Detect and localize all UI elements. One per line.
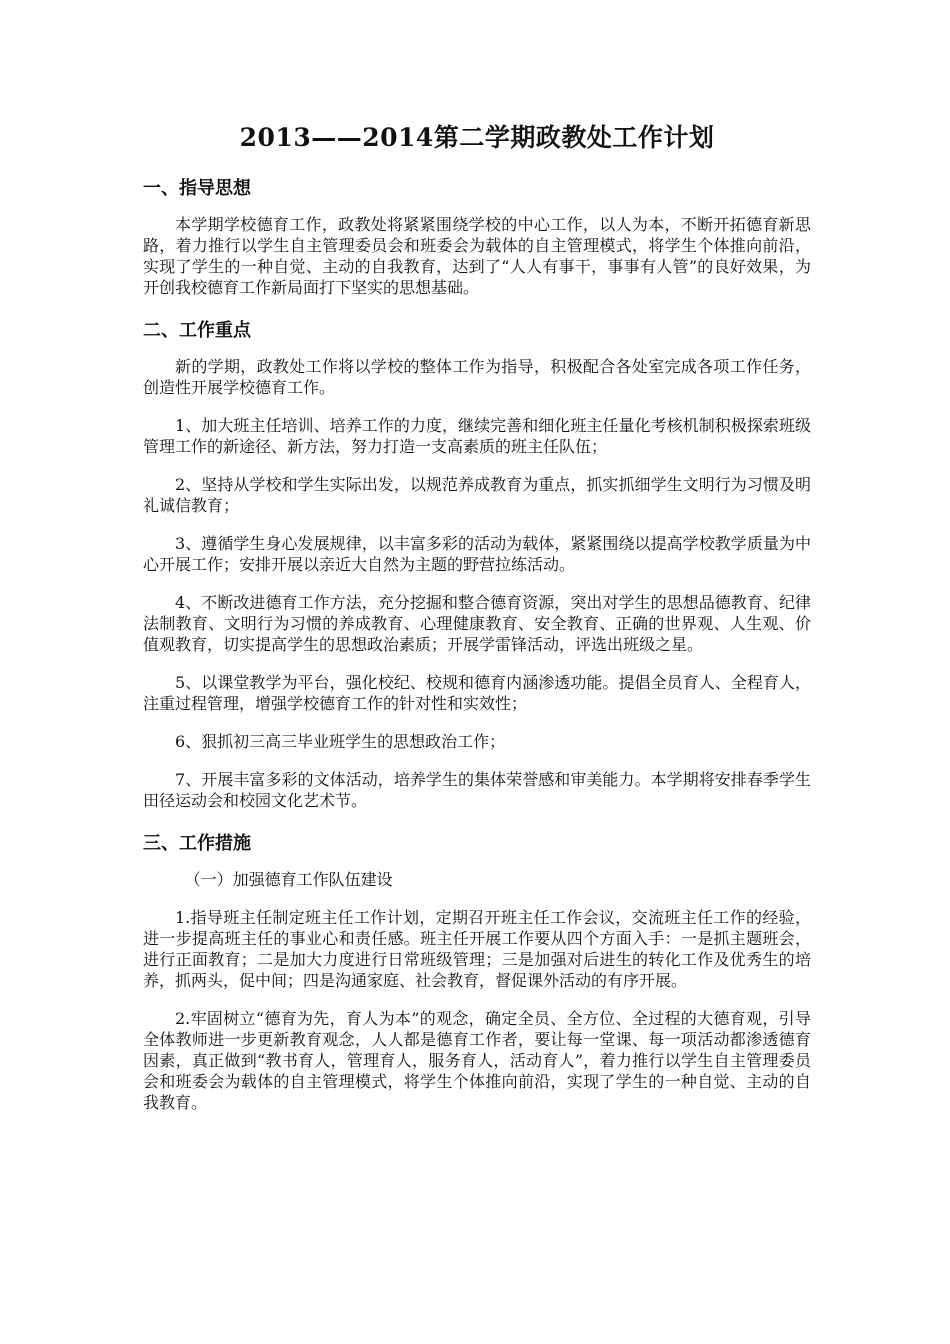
section-work-focus bbox=[143, 316, 811, 811]
paragraph: 新的学期，政教处工作将以学校的整体工作为指导，积极配合各处室完成各项工作任务，创造性开展学校德育工作。 bbox=[143, 357, 811, 397]
list-item: 3、遵循学生身心发展规律，以丰富多彩的活动为载体，紧紧围绕以提高学校教学质量为中心开展工作；安排开展以亲近大自然为主题的野营拉练活动。 bbox=[143, 534, 811, 574]
section-guiding-ideology bbox=[143, 174, 811, 298]
list-item: 2、坚持从学校和学生实际出发，以规范养成教育为重点，抓实抓细学生文明行为习惯及明礼诚信教育； bbox=[143, 475, 811, 515]
section-heading: 二、工作重点 bbox=[143, 320, 251, 341]
list-item: 7、开展丰富多彩的文体活动，培养学生的集体荣誉感和审美能力。本学期将安排春季学生田径运动会和校园文化艺术节。 bbox=[143, 770, 811, 810]
section-heading: 三、工作措施 bbox=[143, 833, 251, 854]
list-item: 5、以课堂教学为平台，强化校纪、校规和德育内涵渗透功能。提倡全员育人、全程育人，注重过程管理，增强学校德育工作的针对性和实效性； bbox=[143, 673, 811, 713]
list-item: 1.指导班主任制定班主任工作计划，定期召开班主任工作会议，交流班主任工作的经验，进一步提高班主任的事业心和责任感。班主任开展工作要从四个方面入手：一是抓主题班会，进行正面教育；二是加大力度进行日常班级管理；三是加强对后进生的转化工作及优秀生的培养，抓两头，促中间；四是沟通家庭、社会教育，督促课外活动的有序开展。 bbox=[143, 908, 811, 990]
section-work-measures bbox=[143, 829, 811, 1113]
document-body bbox=[143, 118, 811, 1130]
paragraph: 本学期学校德育工作，政教处将紧紧围绕学校的中心工作，以人为本，不断开拓德育新思路，着力推行以学生自主管理委员会和班委会为载体的自主管理模式，将学生个体推向前沿，实现了学生的一种自觉、主动的自我教育，达到了“人人有事干，事事有人管”的良好效果，为开创我校德育工作新局面打下坚实的思想基础。 bbox=[143, 215, 811, 297]
document-title: 2013——2014第二学期政教处工作计划 bbox=[239, 123, 715, 152]
list-item: 6、狠抓初三高三毕业班学生的思想政治工作； bbox=[175, 732, 506, 751]
list-item: 4、不断改进德育工作方法，充分挖掘和整合德育资源，突出对学生的思想品德教育、纪律法制教育、文明行为习惯的养成教育、心理健康教育、安全教育、正确的世界观、人生观、价值观教育，切实提高学生的思想政治素质；开展学雷锋活动，评选出班级之星。 bbox=[143, 593, 811, 654]
subsection-heading: （一）加强德育工作队伍建设 bbox=[184, 870, 393, 889]
list-item: 2.牢固树立“德育为先，育人为本”的观念，确定全员、全方位、全过程的大德育观，引导全体教师进一步更新教育观念，人人都是德育工作者，要让每一堂课、每一项活动都渗透德育因素，真正做到“教书育人，管理育人，服务育人，活动育人”，着力推行以学生自主管理委员会和班委会为载体的自主管理模式，将学生个体推向前沿，实现了学生的一种自觉、主动的自我教育。 bbox=[143, 1009, 811, 1112]
section-heading: 一、指导思想 bbox=[143, 178, 251, 199]
list-item: 1、加大班主任培训、培养工作的力度，继续完善和细化班主任量化考核机制积极探索班级管理工作的新途径、新方法，努力打造一支高素质的班主任队伍； bbox=[143, 416, 811, 456]
